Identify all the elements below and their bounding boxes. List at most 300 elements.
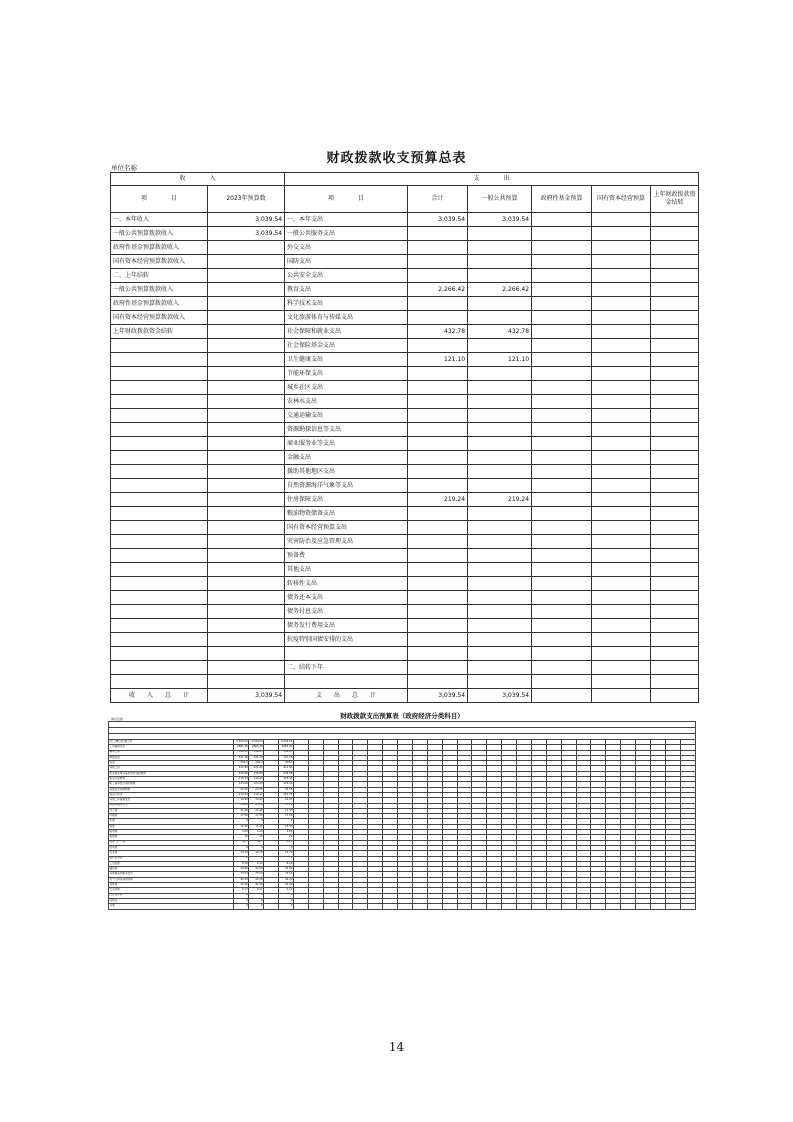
table2-value-cell: 21.40 [234, 808, 249, 813]
right-total-cell [408, 619, 468, 633]
expense-header: 支 出 [285, 173, 699, 186]
left-value-cell [208, 619, 285, 633]
table2-value-cell: 42.20 [279, 883, 294, 888]
right-general-cell: 121.10 [468, 353, 532, 367]
left-item-cell [111, 437, 208, 451]
table-row [111, 577, 699, 591]
right-gov-fund-cell [532, 367, 592, 381]
right-item-cell: 公共安全支出 [285, 269, 408, 283]
right-prev-carry-cell [651, 493, 699, 507]
right-total-cell [408, 591, 468, 605]
right-state-capital-cell [592, 367, 651, 381]
right-gov-fund-cell [532, 325, 592, 339]
right-total-cell [408, 311, 468, 325]
table2-row-name: 培训费 [109, 845, 234, 850]
right-total-cell [408, 269, 468, 283]
table2-value-cell: 22.95 [279, 787, 294, 792]
table2-value-cell [591, 904, 606, 909]
table2-value-cell: 19.93 [279, 798, 294, 803]
table2-value-cell: 0 [234, 845, 249, 850]
right-item-cell: 城乡社区支出 [285, 381, 408, 395]
right-general-cell [468, 255, 532, 269]
table2-value-cell: 118.44 [279, 777, 294, 782]
right-gov-fund-cell [532, 563, 592, 577]
right-item-cell: 自然资源海洋气象等支出 [285, 479, 408, 493]
table2-value-cell: 123.00 [249, 782, 264, 787]
table2-value-cell: 0 [279, 845, 294, 850]
table-row [111, 619, 699, 633]
right-general-cell [468, 409, 532, 423]
left-item-cell: 上年财政拨款资金结转 [111, 325, 208, 339]
left-value-cell [208, 521, 285, 535]
right-item-cell [285, 647, 408, 661]
left-value-cell [208, 591, 285, 605]
table-row [111, 353, 699, 367]
table2-value-cell: 3.00 [249, 830, 264, 835]
right-state-capital-cell [592, 591, 651, 605]
table2-value-cell: 3,039.54 [249, 740, 264, 745]
right-general-cell [468, 661, 532, 675]
right-gov-fund-cell [532, 605, 592, 619]
left-item-cell: 国有资本经营预算拨款收入 [111, 311, 208, 325]
general-budget-header: 一般公共预算 [468, 186, 532, 213]
table2-row-name: 办公费 [109, 808, 234, 813]
right-prev-carry-cell [651, 325, 699, 339]
right-total-cell [408, 227, 468, 241]
right-total-cell [408, 367, 468, 381]
table2-value-cell: 73.53 [279, 872, 294, 877]
right-item-cell: 商业服务业等支出 [285, 437, 408, 451]
right-item-cell: 教育支出 [285, 283, 408, 297]
right-general-cell [468, 675, 532, 689]
right-general-cell: 219.24 [468, 493, 532, 507]
table2-value-cell [606, 904, 621, 909]
left-value-cell [208, 661, 285, 675]
table2-value-cell: 121.28 [249, 755, 264, 760]
right-prev-carry-cell [651, 689, 699, 703]
right-gov-fund-cell [532, 661, 592, 675]
table2-row-name: 职工基本医疗保险缴费 [109, 782, 234, 787]
left-value-cell [208, 297, 285, 311]
table-row [111, 689, 699, 703]
table2-value-cell: 219.24 [279, 792, 294, 797]
table2-value-cell: 599.23 [249, 750, 264, 755]
right-gov-fund-cell [532, 647, 592, 661]
table2-value-cell: 3,039.54 [234, 740, 249, 745]
right-gov-fund-cell [532, 255, 592, 269]
table2-value-cell: 131.8 [234, 803, 249, 808]
right-total-cell [408, 605, 468, 619]
right-general-cell [468, 367, 532, 381]
left-value-cell [208, 325, 285, 339]
table2-value-cell: 73.53 [249, 872, 264, 877]
table-row [111, 367, 699, 381]
right-general-cell [468, 563, 532, 577]
right-state-capital-cell [592, 563, 651, 577]
table2-value-cell: 8.10 [279, 861, 294, 866]
table2-row-name: 退休费 [109, 883, 234, 888]
table-row [111, 549, 699, 563]
right-general-cell [468, 549, 532, 563]
right-prev-carry-cell [651, 395, 699, 409]
right-total-cell [408, 451, 468, 465]
right-state-capital-cell [592, 465, 651, 479]
right-total-cell [408, 409, 468, 423]
table2-value-cell: 421.80 [234, 766, 249, 771]
table2-row [109, 904, 696, 909]
right-gov-fund-cell [532, 549, 592, 563]
left-item-cell [111, 479, 208, 493]
table2-value-cell: 42.20 [249, 877, 264, 882]
table2-row-name: 其他工资福利支出 [109, 798, 234, 803]
table2-value-cell: 118.44 [249, 777, 264, 782]
table2-value-cell [517, 904, 532, 909]
right-gov-fund-cell [532, 227, 592, 241]
right-general-cell [468, 395, 532, 409]
table2-value-cell [487, 904, 502, 909]
table2-row-name: 住房公积金 [109, 792, 234, 797]
table2-value-cell: 34.7 [279, 840, 294, 845]
right-gov-fund-cell [532, 213, 592, 227]
table2-value-cell: 2865.46 [234, 745, 249, 750]
table-row [111, 255, 699, 269]
table2-value-cell: 123.00 [234, 782, 249, 787]
right-item-cell: 粮油物资储备支出 [285, 507, 408, 521]
right-state-capital-cell [592, 689, 651, 703]
table2-value-cell: 258.4 [234, 761, 249, 766]
right-total-cell [408, 647, 468, 661]
right-state-capital-cell [592, 311, 651, 325]
table2-value-cell: 0 [249, 893, 264, 898]
right-prev-carry-cell [651, 647, 699, 661]
right-gov-fund-cell [532, 451, 592, 465]
right-gov-fund-cell [532, 689, 592, 703]
right-item-cell: 社会保障和就业支出 [285, 325, 408, 339]
right-prev-carry-cell [651, 353, 699, 367]
left-value-cell: 3,039.54 [208, 227, 285, 241]
table2-title: 财政拨款支出预算表（政府经济分类科目） [340, 712, 464, 720]
table2-value-cell: 0 [279, 819, 294, 824]
left-value-cell: 3,039.54 [208, 213, 285, 227]
table2-value-cell: 0 [279, 904, 294, 909]
right-prev-carry-cell [651, 269, 699, 283]
table2-value-cell: 42.20 [234, 877, 249, 882]
right-gov-fund-cell [532, 381, 592, 395]
left-value-cell [208, 605, 285, 619]
right-state-capital-cell [592, 451, 651, 465]
table2-value-cell: 2 [234, 856, 249, 861]
right-item-cell: 债务还本支出 [285, 591, 408, 605]
table2-row-name: 工会经费 [109, 861, 234, 866]
table2-value-cell [457, 904, 472, 909]
table2-value-cell: 0 [249, 904, 264, 909]
table2-value-cell: 421.80 [249, 766, 264, 771]
economic-classification-table [108, 711, 696, 910]
table2-row-name: 其他商品和服务支出 [109, 872, 234, 877]
left-value-cell [208, 507, 285, 521]
right-item-cell: 一、本年支出 [285, 213, 408, 227]
state-capital-header: 国有资本经营预算 [592, 186, 651, 213]
right-item-cell: 国防支出 [285, 255, 408, 269]
left-item-cell [111, 577, 208, 591]
right-general-cell [468, 633, 532, 647]
right-gov-fund-cell [532, 395, 592, 409]
right-gov-fund-cell [532, 675, 592, 689]
right-gov-fund-cell [532, 311, 592, 325]
table-row [111, 395, 699, 409]
table2-row-name: 邮电费 [109, 830, 234, 835]
right-prev-carry-cell [651, 605, 699, 619]
table2-row-name: 商品和服务支出 [109, 803, 234, 808]
right-gov-fund-cell [532, 353, 592, 367]
table2-value-cell [427, 904, 442, 909]
left-item-cell [111, 451, 208, 465]
table2-row-name: 维修（护）费 [109, 840, 234, 845]
right-item-cell: 农林水支出 [285, 395, 408, 409]
table2-value-cell: 15.30 [234, 824, 249, 829]
budget-summary-table [110, 172, 699, 703]
table2-value-cell: 42.20 [234, 883, 249, 888]
right-prev-carry-cell [651, 227, 699, 241]
table2-value-cell: 0.17 [279, 888, 294, 893]
table2-row-name: 委托业务费 [109, 856, 234, 861]
table2-row-name: 部门(单位)名称合计 [109, 740, 234, 745]
left-value-cell [208, 675, 285, 689]
right-total-cell: 121.10 [408, 353, 468, 367]
table2-value-cell [636, 904, 651, 909]
left-item-cell [111, 563, 208, 577]
table2-value-cell: 236.89 [249, 771, 264, 776]
right-gov-fund-cell [532, 535, 592, 549]
right-prev-carry-cell [651, 283, 699, 297]
table2-value-cell: 0 [234, 893, 249, 898]
table2-value-cell [472, 904, 487, 909]
right-prev-carry-cell [651, 423, 699, 437]
table2-value-cell: 21.40 [249, 808, 264, 813]
right-state-capital-cell [592, 409, 651, 423]
table2-row-name: 生活补助 [109, 888, 234, 893]
right-state-capital-cell [592, 213, 651, 227]
table2-value-cell [323, 904, 338, 909]
table2-value-cell: 121.28 [234, 755, 249, 760]
table2-value-cell [308, 904, 323, 909]
table-row [111, 563, 699, 577]
table2-value-cell: 0 [279, 893, 294, 898]
right-prev-carry-cell [651, 549, 699, 563]
left-value-cell [208, 409, 285, 423]
left-item-cell: 一般公共预算拨款收入 [111, 227, 208, 241]
right-item-cell [285, 675, 408, 689]
table2-value-cell [412, 904, 427, 909]
table2-value-cell: 73.53 [234, 872, 249, 877]
table2-value-cell: 8.10 [249, 861, 264, 866]
left-item-cell [111, 507, 208, 521]
right-state-capital-cell [592, 255, 651, 269]
table2-value-cell: 34.60 [249, 867, 264, 872]
right-item-cell: 预备费 [285, 549, 408, 563]
left-item-cell [111, 549, 208, 563]
right-gov-fund-cell [532, 409, 592, 423]
table-row [111, 633, 699, 647]
right-general-cell [468, 241, 532, 255]
table2-value-cell: 258.4 [279, 761, 294, 766]
gov-fund-header: 政府性基金预算 [532, 186, 592, 213]
left-value-cell [208, 423, 285, 437]
right-state-capital-cell [592, 633, 651, 647]
left-item-cell: 政府性基金预算拨款收入 [111, 241, 208, 255]
left-value-cell [208, 339, 285, 353]
table-row [111, 507, 699, 521]
left-item-cell: 一般公共预算拨款收入 [111, 283, 208, 297]
right-total-cell: 219.24 [408, 493, 468, 507]
left-item-cell [111, 675, 208, 689]
right-state-capital-cell [592, 297, 651, 311]
left-item-cell [111, 353, 208, 367]
right-general-cell [468, 451, 532, 465]
table2-value-cell: 42.20 [249, 883, 264, 888]
table2-value-cell: 3.00 [279, 830, 294, 835]
table2-value-cell: 17.50 [234, 814, 249, 819]
right-prev-carry-cell [651, 521, 699, 535]
right-gov-fund-cell [532, 423, 592, 437]
right-item-cell: 金融支出 [285, 451, 408, 465]
page-number: 14 [388, 1040, 405, 1054]
table2-row-name: 印刷费 [109, 814, 234, 819]
right-prev-carry-cell [651, 297, 699, 311]
table2-value-cell: 15.30 [279, 824, 294, 829]
right-state-capital-cell [592, 395, 651, 409]
left-value-cell [208, 367, 285, 381]
right-gov-fund-cell [532, 283, 592, 297]
table2-value-cell: 258.4 [249, 761, 264, 766]
right-state-capital-cell [592, 661, 651, 675]
right-general-cell [468, 591, 532, 605]
table2-value-cell: 0 [279, 898, 294, 903]
right-general-cell [468, 647, 532, 661]
table2-value-cell [398, 904, 413, 909]
right-state-capital-cell [592, 353, 651, 367]
left-value-cell [208, 283, 285, 297]
prev-carry-header: 上年财政拨款资金结转 [651, 186, 699, 213]
right-total-cell [408, 535, 468, 549]
table2-row-name: 医疗费补助 [109, 893, 234, 898]
table2-value-cell: 0 [234, 904, 249, 909]
left-item-cell: 收 入 总 计 [111, 689, 208, 703]
table-row [111, 339, 699, 353]
right-state-capital-cell [592, 325, 651, 339]
right-gov-fund-cell [532, 465, 592, 479]
right-general-cell [468, 577, 532, 591]
table-row [111, 227, 699, 241]
table2-value-cell: 131.8 [279, 803, 294, 808]
table2-value-cell: 15.30 [249, 824, 264, 829]
table-row [111, 311, 699, 325]
right-prev-carry-cell [651, 591, 699, 605]
left-value-cell [208, 381, 285, 395]
left-item-cell [111, 423, 208, 437]
left-value-cell [208, 241, 285, 255]
table2-value-cell: 42.20 [279, 877, 294, 882]
table2-row-name: 奖励金 [109, 898, 234, 903]
left-value-cell [208, 479, 285, 493]
table2-value-cell: 0.17 [234, 888, 249, 893]
right-item-cell: 交通运输支出 [285, 409, 408, 423]
right-item-cell: 资源勘探信息等支出 [285, 423, 408, 437]
left-item-cell [111, 395, 208, 409]
table-row [111, 535, 699, 549]
right-item-cell: 文化旅游体育与传媒支出 [285, 311, 408, 325]
table-row [111, 675, 699, 689]
table-row [111, 479, 699, 493]
table2-row-name: 电费 [109, 824, 234, 829]
table2-value-cell [293, 904, 308, 909]
right-item-cell: 一般公共服务支出 [285, 227, 408, 241]
right-total-cell [408, 241, 468, 255]
left-item-cell [111, 409, 208, 423]
table2-row-name: 差旅费 [109, 835, 234, 840]
table2-value-cell: 19.93 [249, 798, 264, 803]
table2-value-cell: 118.44 [234, 777, 249, 782]
right-gov-fund-cell [532, 619, 592, 633]
table2-row-name: 工资福利支出 [109, 745, 234, 750]
item-left-header: 项 目 [111, 186, 208, 213]
right-general-cell [468, 227, 532, 241]
table2-value-cell: 17.50 [279, 814, 294, 819]
left-item-cell [111, 633, 208, 647]
table2-value-cell: 2 [279, 856, 294, 861]
right-total-cell [408, 633, 468, 647]
table2-row-name: 其他社会保障缴费 [109, 787, 234, 792]
right-state-capital-cell [592, 227, 651, 241]
table2-value-cell: 34.7 [249, 840, 264, 845]
table2-value-cell: 0 [234, 898, 249, 903]
table-row [111, 521, 699, 535]
left-item-cell [111, 647, 208, 661]
right-gov-fund-cell [532, 269, 592, 283]
table2-value-cell: 14.70 [234, 851, 249, 856]
table2-value-cell: 0 [234, 819, 249, 824]
left-item-cell [111, 493, 208, 507]
table2-value-cell: 22 [234, 835, 249, 840]
table2-value-cell: 219.24 [249, 792, 264, 797]
right-total-cell [408, 507, 468, 521]
total-header: 合计 [408, 186, 468, 213]
right-prev-carry-cell [651, 451, 699, 465]
table2-row-name: 其他 [109, 904, 234, 909]
table-row [111, 283, 699, 297]
right-state-capital-cell [592, 381, 651, 395]
right-total-cell [408, 297, 468, 311]
right-total-cell [408, 577, 468, 591]
table-row [111, 605, 699, 619]
table2-value-cell [442, 904, 457, 909]
right-state-capital-cell [592, 549, 651, 563]
table2-row-name: 绩效工资 [109, 766, 234, 771]
table-row [111, 297, 699, 311]
right-general-cell [468, 423, 532, 437]
right-prev-carry-cell [651, 339, 699, 353]
page-title: 财政拨款收支预算总表 [326, 151, 467, 166]
right-state-capital-cell [592, 647, 651, 661]
right-general-cell [468, 507, 532, 521]
right-state-capital-cell [592, 241, 651, 255]
table2-row-name: 水费 [109, 819, 234, 824]
table2-value-cell: 34.7 [234, 840, 249, 845]
right-state-capital-cell [592, 479, 651, 493]
table2-value-cell: 121.28 [279, 755, 294, 760]
right-total-cell [408, 255, 468, 269]
right-gov-fund-cell [532, 591, 592, 605]
